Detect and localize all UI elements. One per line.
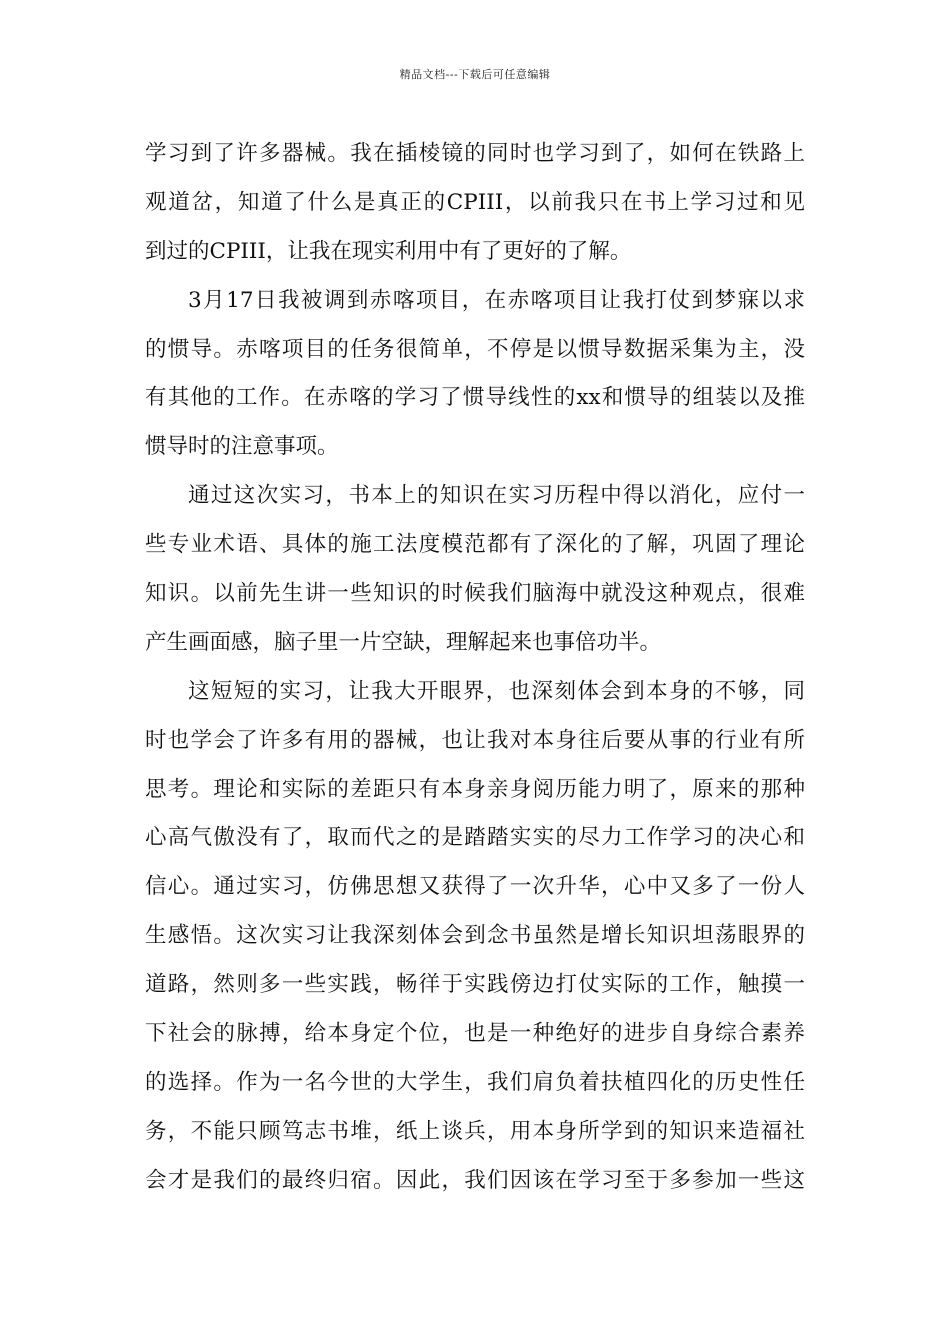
text-line: 信心。通过实习，仿佛思想又获得了一次升华，心中又多了一份人 <box>145 874 805 900</box>
text-line: 产生画面感，脑子里一片空缺，理解起来也事倍功半。 <box>145 629 662 655</box>
text-line: 心高气傲没有了，取而代之的是踏踏实实的尽力工作学习的决心和 <box>145 825 805 851</box>
text-line: 的选择。作为一名今世的大学生，我们肩负着扶植四化的历史性任 <box>145 1069 805 1095</box>
document-body <box>145 130 805 1206</box>
text-line: 有其他的工作。在赤喀的学习了惯导线性的xx和惯导的组装以及推 <box>145 385 805 411</box>
page-header: 精品文档---下载后可任意编辑 <box>399 68 551 81</box>
text-line: 知识。以前先生讲一些知识的时候我们脑海中就没这种观点，很难 <box>145 581 805 607</box>
text-line: 些专业术语、具体的施工法度模范都有了深化的了解，巩固了理论 <box>145 532 805 558</box>
text-line: 惯导时的注意事项。 <box>145 434 339 460</box>
text-line: 观道岔，知道了什么是真正的CPIII，以前我只在书上学习过和见 <box>145 189 805 215</box>
text-line: 时也学会了许多有用的器械，也让我对本身往后要从事的行业有所 <box>145 727 805 753</box>
text-line: 学习到了许多器械。我在插棱镜的同时也学习到了，如何在铁路上 <box>145 141 805 166</box>
text-line: 的惯导。赤喀项目的任务很简单，不停是以惯导数据采集为主，没 <box>145 336 805 362</box>
text-line: 通过这次实习，书本上的知识在实习历程中得以消化，应付一 <box>188 483 805 509</box>
text-line: 道路，然则多一些实践，畅徉于实践傍边打仗实际的工作，触摸一 <box>145 972 805 998</box>
text-line: 3月17日我被调到赤喀项目，在赤喀项目让我打仗到梦寐以求 <box>188 287 805 313</box>
text-line: 到过的CPIII，让我在现实利用中有了更好的了解。 <box>145 238 632 264</box>
text-line: 这短短的实习，让我大开眼界，也深刻体会到本身的不够，同 <box>188 678 805 704</box>
text-line: 务，不能只顾笃志书堆，纸上谈兵，用本身所学到的知识来造福社 <box>145 1118 805 1144</box>
text-line: 生感悟。这次实习让我深刻体会到念书虽然是增长知识坦荡眼界的 <box>145 923 805 949</box>
text-line: 会才是我们的最终归宿。因此，我们因该在学习至于多参加一些这 <box>145 1167 805 1193</box>
text-line: 思考。理论和实际的差距只有本身亲身阅历能力明了，原来的那种 <box>145 776 805 802</box>
text-line: 下社会的脉搏，给本身定个位，也是一种绝好的进步自身综合素养 <box>145 1021 805 1047</box>
